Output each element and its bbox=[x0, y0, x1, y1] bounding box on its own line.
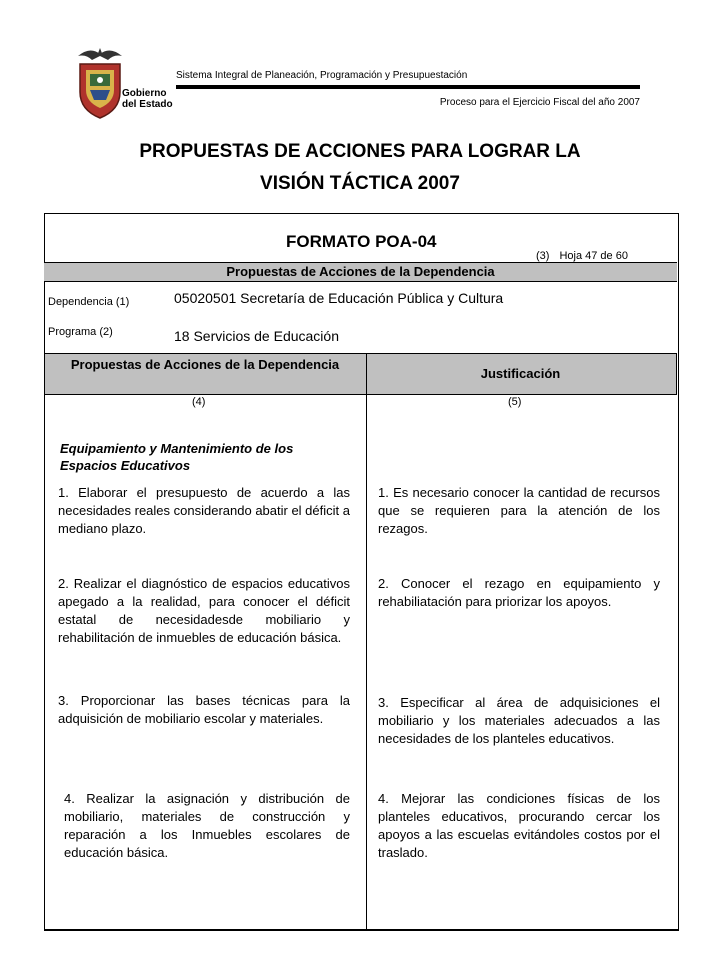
justification-item: 2. Conocer el rezago en equipamiento y rehabiliatación para priorizar los apoyos. bbox=[378, 576, 660, 609]
dependencia-value: 05020501 Secretaría de Educación Pública y Cultura bbox=[174, 290, 504, 306]
programa-value: 18 Servicios de Educación bbox=[174, 328, 339, 344]
section-title: Propuestas de Acciones de la Dependencia bbox=[44, 262, 677, 282]
action-item: 4. Realizar la asignación y distribución de mobiliario, materiales de construcción y reparación a los Inmuebles escolares de educación básica. bbox=[64, 791, 350, 860]
format-title: FORMATO POA-04 bbox=[286, 232, 437, 251]
action-item: 3. Proporcionar las bases técnicas para la adquisición de mobiliario escolar y materiales. bbox=[58, 693, 350, 726]
system-title: Sistema Integral de Planeación, Programación y Presupuestación bbox=[176, 70, 468, 81]
column-header-justification: Justificación bbox=[480, 366, 561, 381]
justification-item: 1. Es necesario conocer la cantidad de recursos que se requieren para la atención de los rezagos. bbox=[378, 485, 660, 536]
header-rule bbox=[176, 85, 640, 89]
justification-item: 3. Especificar al área de adquisiciones el mobiliario y los materiales adecuados a las necesidades de los planteles educativos. bbox=[378, 695, 660, 746]
column-divider bbox=[366, 394, 367, 930]
programa-label: Programa (2) bbox=[48, 326, 113, 338]
sheet-indicator: (3) Hoja 47 de 60 bbox=[536, 250, 628, 262]
header-divider bbox=[366, 353, 367, 394]
government-label: Gobierno del Estado bbox=[122, 88, 173, 110]
state-coat-of-arms-icon bbox=[70, 44, 130, 120]
section-subheading: Equipamiento y Mantenimiento de los Espacios Educativos bbox=[60, 441, 294, 473]
page-title: PROPUESTAS DE ACCIONES PARA LOGRAR LA VISIÓN TÁCTICA 2007 bbox=[139, 141, 581, 194]
column-header-actions: Propuestas de Acciones de la Dependencia bbox=[70, 357, 340, 372]
justification-item: 4. Mejorar las condiciones físicas de los planteles educativos, procurando cercar los apoyos a las escuelas evitándoles costos por el traslado. bbox=[378, 791, 660, 860]
fiscal-process-line: Proceso para el Ejercicio Fiscal del año 2007 bbox=[439, 97, 640, 108]
form-bottom-rule bbox=[44, 929, 679, 931]
action-item: 2. Realizar el diagnóstico de espacios educativos apegado a la realidad, para conocer el déficit estatal de necesidadesde mobiliario y rehabilitación de inmuebles de educación básica. bbox=[58, 576, 350, 645]
dependencia-label: Dependencia (1) bbox=[48, 296, 130, 308]
action-item: 1. Elaborar el presupuesto de acuerdo a las necesidades reales considerando abatir el déficit a mediano plazo. bbox=[58, 485, 350, 536]
column-number-actions: (4) bbox=[192, 396, 206, 408]
column-number-justification: (5) bbox=[508, 396, 522, 408]
